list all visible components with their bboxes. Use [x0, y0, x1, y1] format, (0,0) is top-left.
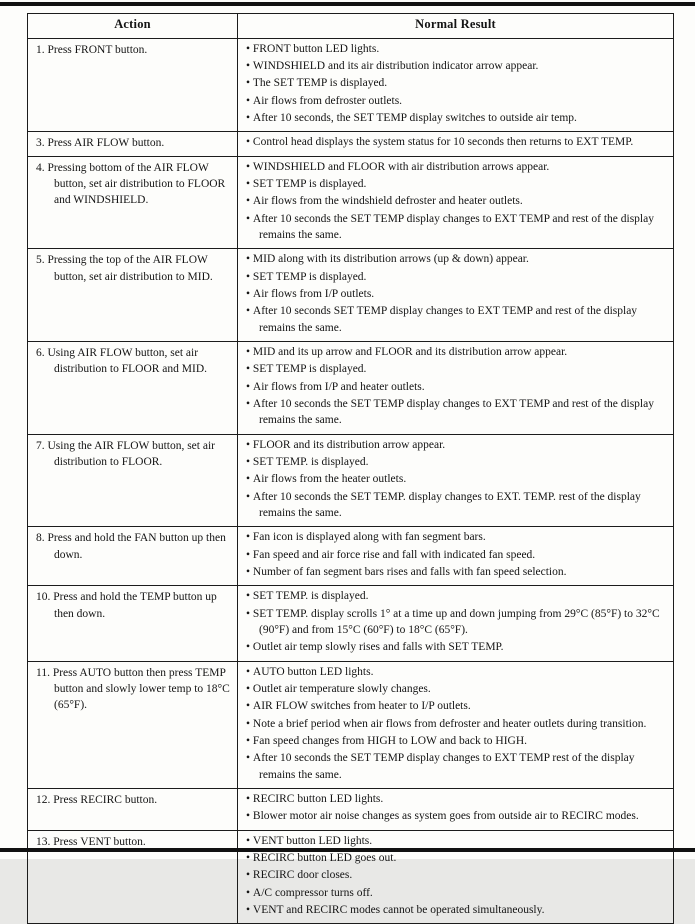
result-bullet-list — [242, 833, 669, 919]
result-bullet: • Fan speed changes from HIGH to LOW and back to HIGH. — [246, 733, 667, 749]
table-row — [28, 342, 674, 435]
table-row — [28, 661, 674, 788]
result-bullet: • SET TEMP. display scrolls 1° at a time up and down jumping from 29°C (85°F) to 32°C (90°F) and from 15°C (60°F) to 18°C (65°F). — [246, 606, 667, 639]
action-cell — [28, 249, 238, 342]
result-bullet: • SET TEMP is displayed. — [246, 361, 667, 377]
result-bullet: • RECIRC button LED lights. — [246, 791, 667, 807]
result-bullet: • Air flows from defroster outlets. — [246, 93, 667, 109]
action-text: 3. Press AIR FLOW button. — [36, 137, 165, 150]
action-text: 10. Press and hold the TEMP button up then down. — [36, 591, 217, 620]
result-bullet: • Number of fan segment bars rises and falls with fan speed selection. — [246, 564, 667, 580]
action-text: 8. Press and hold the FAN button up then down. — [36, 532, 226, 561]
action-cell — [28, 38, 238, 132]
table-row — [28, 38, 674, 132]
result-bullet: • SET TEMP. is displayed. — [246, 588, 667, 604]
normal-result-cell — [238, 342, 674, 435]
result-bullet: • The SET TEMP is displayed. — [246, 75, 667, 91]
result-bullet: • RECIRC button LED goes out. — [246, 850, 667, 866]
table-row — [28, 527, 674, 586]
result-bullet: • FLOOR and its distribution arrow appear. — [246, 437, 667, 453]
action-cell — [28, 788, 238, 830]
table-row — [28, 830, 674, 924]
table-row — [28, 788, 674, 830]
result-bullet: • A/C compressor turns off. — [246, 885, 667, 901]
result-bullet: • FRONT button LED lights. — [246, 41, 667, 57]
table-header-row — [28, 14, 674, 39]
result-bullet: • Note a brief period when air flows from defroster and heater outlets during transition. — [246, 716, 667, 732]
result-bullet-list — [242, 529, 669, 580]
top-rule — [0, 2, 695, 6]
result-bullet: • VENT and RECIRC modes cannot be operated simultaneously. — [246, 902, 667, 918]
action-text: 6. Using AIR FLOW button, set air distribution to FLOOR and MID. — [36, 347, 208, 376]
result-bullet-list — [242, 791, 669, 825]
result-bullet-list — [242, 344, 669, 429]
result-bullet: • Fan icon is displayed along with fan segment bars. — [246, 529, 667, 545]
result-bullet: • SET TEMP is displayed. — [246, 176, 667, 192]
normal-result-cell — [238, 527, 674, 586]
table-row — [28, 132, 674, 156]
action-cell — [28, 527, 238, 586]
result-bullet: • RECIRC door closes. — [246, 867, 667, 883]
table-row — [28, 249, 674, 342]
action-text: 7. Using the AIR FLOW button, set air distribution to FLOOR. — [36, 439, 215, 468]
column-header-action: Action — [28, 14, 238, 39]
result-bullet: • MID along with its distribution arrows (up & down) appear. — [246, 251, 667, 267]
result-bullet-list — [242, 134, 669, 150]
normal-result-cell — [238, 156, 674, 249]
result-bullet: • WINDSHIELD and its air distribution indicator arrow appear. — [246, 58, 667, 74]
action-cell — [28, 661, 238, 788]
table-row — [28, 434, 674, 527]
result-bullet: • Air flows from I/P and heater outlets. — [246, 379, 667, 395]
result-bullet: • SET TEMP is displayed. — [246, 269, 667, 285]
result-bullet: • After 10 seconds the SET TEMP. display changes to EXT. TEMP. rest of the display remains the same. — [246, 489, 667, 522]
action-cell — [28, 830, 238, 924]
result-bullet: • MID and its up arrow and FLOOR and its distribution arrow appear. — [246, 344, 667, 360]
result-bullet: • After 10 seconds the SET TEMP display changes to EXT TEMP and rest of the display remains the same. — [246, 396, 667, 429]
result-bullet: • AIR FLOW switches from heater to I/P outlets. — [246, 698, 667, 714]
result-bullet: • Air flows from the windshield defroster and heater outlets. — [246, 193, 667, 209]
normal-result-cell — [238, 249, 674, 342]
result-bullet: • AUTO button LED lights. — [246, 664, 667, 680]
diagnostic-table — [27, 13, 674, 924]
action-text: 4. Pressing bottom of the AIR FLOW button, set air distribution to FLOOR and WINDSHIELD. — [36, 161, 226, 207]
result-bullet-list — [242, 251, 669, 336]
table-row — [28, 156, 674, 249]
action-text: 5. Pressing the top of the AIR FLOW button, set air distribution to MID. — [36, 254, 213, 283]
result-bullet-list — [242, 664, 669, 783]
table-row — [28, 586, 674, 661]
action-text: 12. Press RECIRC button. — [36, 793, 158, 806]
bottom-rule — [0, 848, 695, 852]
action-text: 11. Press AUTO button then press TEMP button and slowly lower temp to 18°C (65°F). — [36, 666, 230, 712]
result-bullet: • WINDSHIELD and FLOOR with air distribution arrows appear. — [246, 159, 667, 175]
result-bullet-list — [242, 437, 669, 522]
result-bullet-list — [242, 41, 669, 127]
result-bullet-list — [242, 588, 669, 655]
result-bullet: • Blower motor air noise changes as system goes from outside air to RECIRC modes. — [246, 808, 667, 824]
action-text: 13. Press VENT button. — [36, 835, 146, 848]
result-bullet: • After 10 seconds SET TEMP display changes to EXT TEMP and rest of the display remains the same. — [246, 303, 667, 336]
result-bullet: • Fan speed and air force rise and fall with indicated fan speed. — [246, 547, 667, 563]
result-bullet: • After 10 seconds the SET TEMP display changes to EXT TEMP and rest of the display remains the same. — [246, 211, 667, 244]
action-cell — [28, 586, 238, 661]
result-bullet: • VENT button LED lights. — [246, 833, 667, 849]
normal-result-cell — [238, 788, 674, 830]
result-bullet: • After 10 seconds, the SET TEMP display switches to outside air temp. — [246, 110, 667, 126]
column-header-normal-result: Normal Result — [238, 14, 674, 39]
action-cell — [28, 156, 238, 249]
normal-result-cell — [238, 434, 674, 527]
result-bullet: • After 10 seconds the SET TEMP display changes to EXT TEMP rest of the display remains the same. — [246, 750, 667, 783]
normal-result-cell — [238, 661, 674, 788]
action-cell — [28, 132, 238, 156]
normal-result-cell — [238, 132, 674, 156]
result-bullet: • Air flows from I/P outlets. — [246, 286, 667, 302]
result-bullet: • Outlet air temperature slowly changes. — [246, 681, 667, 697]
result-bullet-list — [242, 159, 669, 244]
action-cell — [28, 434, 238, 527]
result-bullet: • Control head displays the system status for 10 seconds then returns to EXT TEMP. — [246, 134, 667, 150]
action-cell — [28, 342, 238, 435]
result-bullet: • SET TEMP. is displayed. — [246, 454, 667, 470]
action-text: 1. Press FRONT button. — [36, 43, 148, 56]
result-bullet: • Air flows from the heater outlets. — [246, 471, 667, 487]
normal-result-cell — [238, 586, 674, 661]
result-bullet: • Outlet air temp slowly rises and falls with SET TEMP. — [246, 639, 667, 655]
normal-result-cell — [238, 38, 674, 132]
normal-result-cell — [238, 830, 674, 924]
